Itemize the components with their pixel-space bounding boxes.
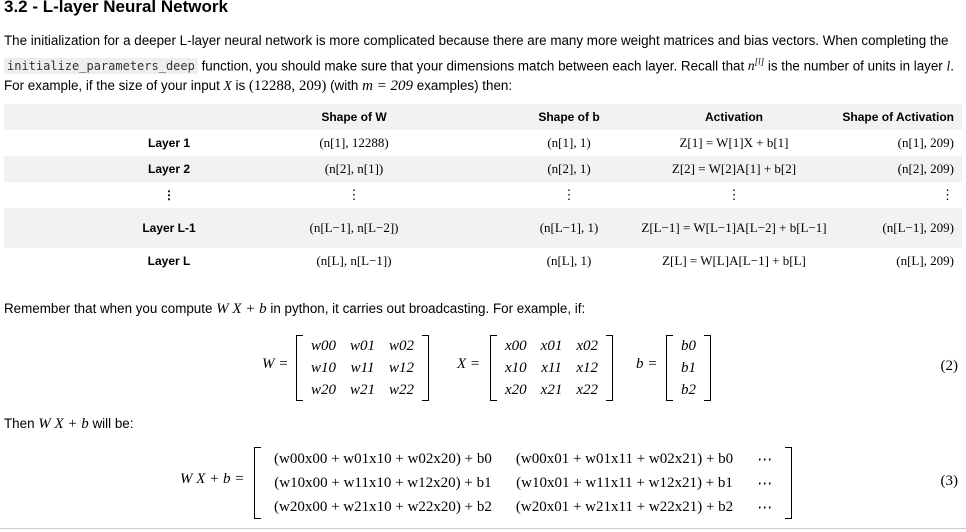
section-heading: 3.2 - L-layer Neural Network <box>4 0 228 16</box>
matrix-entry: x22 <box>576 381 599 398</box>
row-label: ⋮ <box>163 188 175 202</box>
matrix-entry: w00 <box>311 337 337 354</box>
table-cell: Z[2] = W[2]A[1] + b[2] <box>671 161 797 176</box>
matrix-entry: (w10x01 + w11x11 + w12x21) + b1 <box>516 474 733 491</box>
table-cell: ⋮ <box>727 187 741 202</box>
table-cell: Z[1] = W[1]X + b[1] <box>679 135 789 150</box>
matrix-entry: w01 <box>350 337 376 354</box>
table-cell: (n[L], 1) <box>546 253 592 268</box>
table-cell: ⋮ <box>347 187 361 202</box>
table-header-cell: Shape of W <box>321 110 387 124</box>
matrix-entry: (w10x00 + w11x10 + w12x20) + b1 <box>274 474 492 491</box>
row-label: Layer L <box>147 254 191 268</box>
table-cell: (n[L], 209) <box>896 253 954 268</box>
table-cell: (n[2], 1) <box>547 161 591 176</box>
equation-number-2: (2) <box>940 358 958 374</box>
matrix-entry: w02 <box>389 337 415 354</box>
right-bracket <box>785 447 792 519</box>
matrix-entry: w11 <box>350 359 375 376</box>
left-bracket <box>296 335 303 401</box>
table-row <box>4 248 962 274</box>
vector-b <box>666 335 711 401</box>
left-bracket <box>666 335 673 401</box>
broadcast-note: Remember that when you compute W X + b in python, it carries out broadcasting. For example, if: <box>4 301 586 317</box>
matrix-entry: (w20x01 + w21x11 + w22x21) + b2 <box>515 498 734 515</box>
table-header-cell: Shape of b <box>538 110 600 124</box>
matrix-entry: x11 <box>541 359 562 376</box>
matrix-entry: (w00x01 + w01x11 + w02x21) + b0 <box>515 450 734 467</box>
row-label: Layer L-1 <box>142 221 196 235</box>
left-bracket <box>254 447 261 519</box>
matrix-entry: x00 <box>505 337 527 354</box>
table-cell: ⋮ <box>562 187 576 202</box>
matrix-X <box>490 335 613 401</box>
matrix-entry: x21 <box>540 381 563 398</box>
table-cell: (n[1], 209) <box>897 135 954 150</box>
table-row <box>4 156 962 182</box>
table-cell: (n[L], n[L−1]) <box>316 253 392 268</box>
right-bracket <box>704 335 711 401</box>
right-bracket <box>606 335 613 401</box>
table-header-cell: Activation <box>704 110 763 124</box>
matrix-W <box>296 335 429 401</box>
result-matrix <box>254 447 792 519</box>
matrix-entry: (w20x00 + w21x10 + w22x20) + b2 <box>274 498 492 515</box>
left-bracket <box>490 335 497 401</box>
matrix-entry: b0 <box>681 337 696 354</box>
matrix-entry: w22 <box>389 381 415 398</box>
matrix-entry: ⋯ <box>757 499 773 516</box>
function-name-code: initialize_parameters_deep <box>4 58 198 74</box>
matrix-entry: b1 <box>681 359 696 376</box>
matrix-entry: w20 <box>311 381 337 398</box>
table-cell: Z[L] = W[L]A[L−1] + b[L] <box>662 253 806 268</box>
table-cell: (n[L−1], 209) <box>882 220 954 235</box>
matrix-entry: x12 <box>576 359 599 376</box>
table-cell: (n[L−1], n[L−2]) <box>309 220 399 235</box>
table-row <box>4 130 962 156</box>
then-text: Then W X + b will be: <box>4 416 134 432</box>
intro-paragraph: The initialization for a deeper L-layer neural network is more complicated because there are many more weight matrices and bias vectors. When completing the initialize_parameters_deep function, you should make sure that your dimensions match between each layer. Recall that n[l] is the number of units in layer l. For example, if the size of your input X is (12288, 209) (with m = 209 examples) then: <box>4 33 954 95</box>
matrix-entry: x02 <box>576 337 599 354</box>
row-label: Layer 1 <box>147 136 191 150</box>
table-cell: (n[2], n[1]) <box>324 161 384 176</box>
table-cell: (n[L−1], 1) <box>539 220 599 235</box>
row-label: Layer 2 <box>147 162 191 176</box>
matrix-entry: (w00x00 + w01x10 + w02x20) + b0 <box>274 450 492 467</box>
table-row <box>4 208 962 248</box>
table-row <box>4 182 962 208</box>
table-cell: (n[1], 12288) <box>319 135 389 150</box>
table-cell: (n[1], 1) <box>547 135 591 150</box>
matrix-entry: b2 <box>681 381 696 398</box>
table-cell: ⋮ <box>941 187 954 202</box>
table-header-row <box>4 104 962 130</box>
equation-number-3: (3) <box>940 473 958 489</box>
matrix-entry: x10 <box>505 359 527 376</box>
matrix-entry: w21 <box>350 381 376 398</box>
matrix-entry: w10 <box>311 359 337 376</box>
bottom-divider <box>0 528 966 529</box>
right-bracket <box>422 335 429 401</box>
matrix-entry: x20 <box>505 381 527 398</box>
table-header-cell: Shape of Activation <box>842 110 954 124</box>
table-cell: Z[L−1] = W[L−1]A[L−2] + b[L−1] <box>641 220 827 235</box>
dimensions-table <box>4 104 962 274</box>
matrix-entry: ⋯ <box>757 451 773 468</box>
matrix-entry: ⋯ <box>757 475 773 492</box>
matrix-entry: w12 <box>389 359 415 376</box>
matrix-entry: x01 <box>540 337 563 354</box>
table-cell: (n[2], 209) <box>897 161 954 176</box>
n-l-symbol: n[l] <box>747 56 765 73</box>
